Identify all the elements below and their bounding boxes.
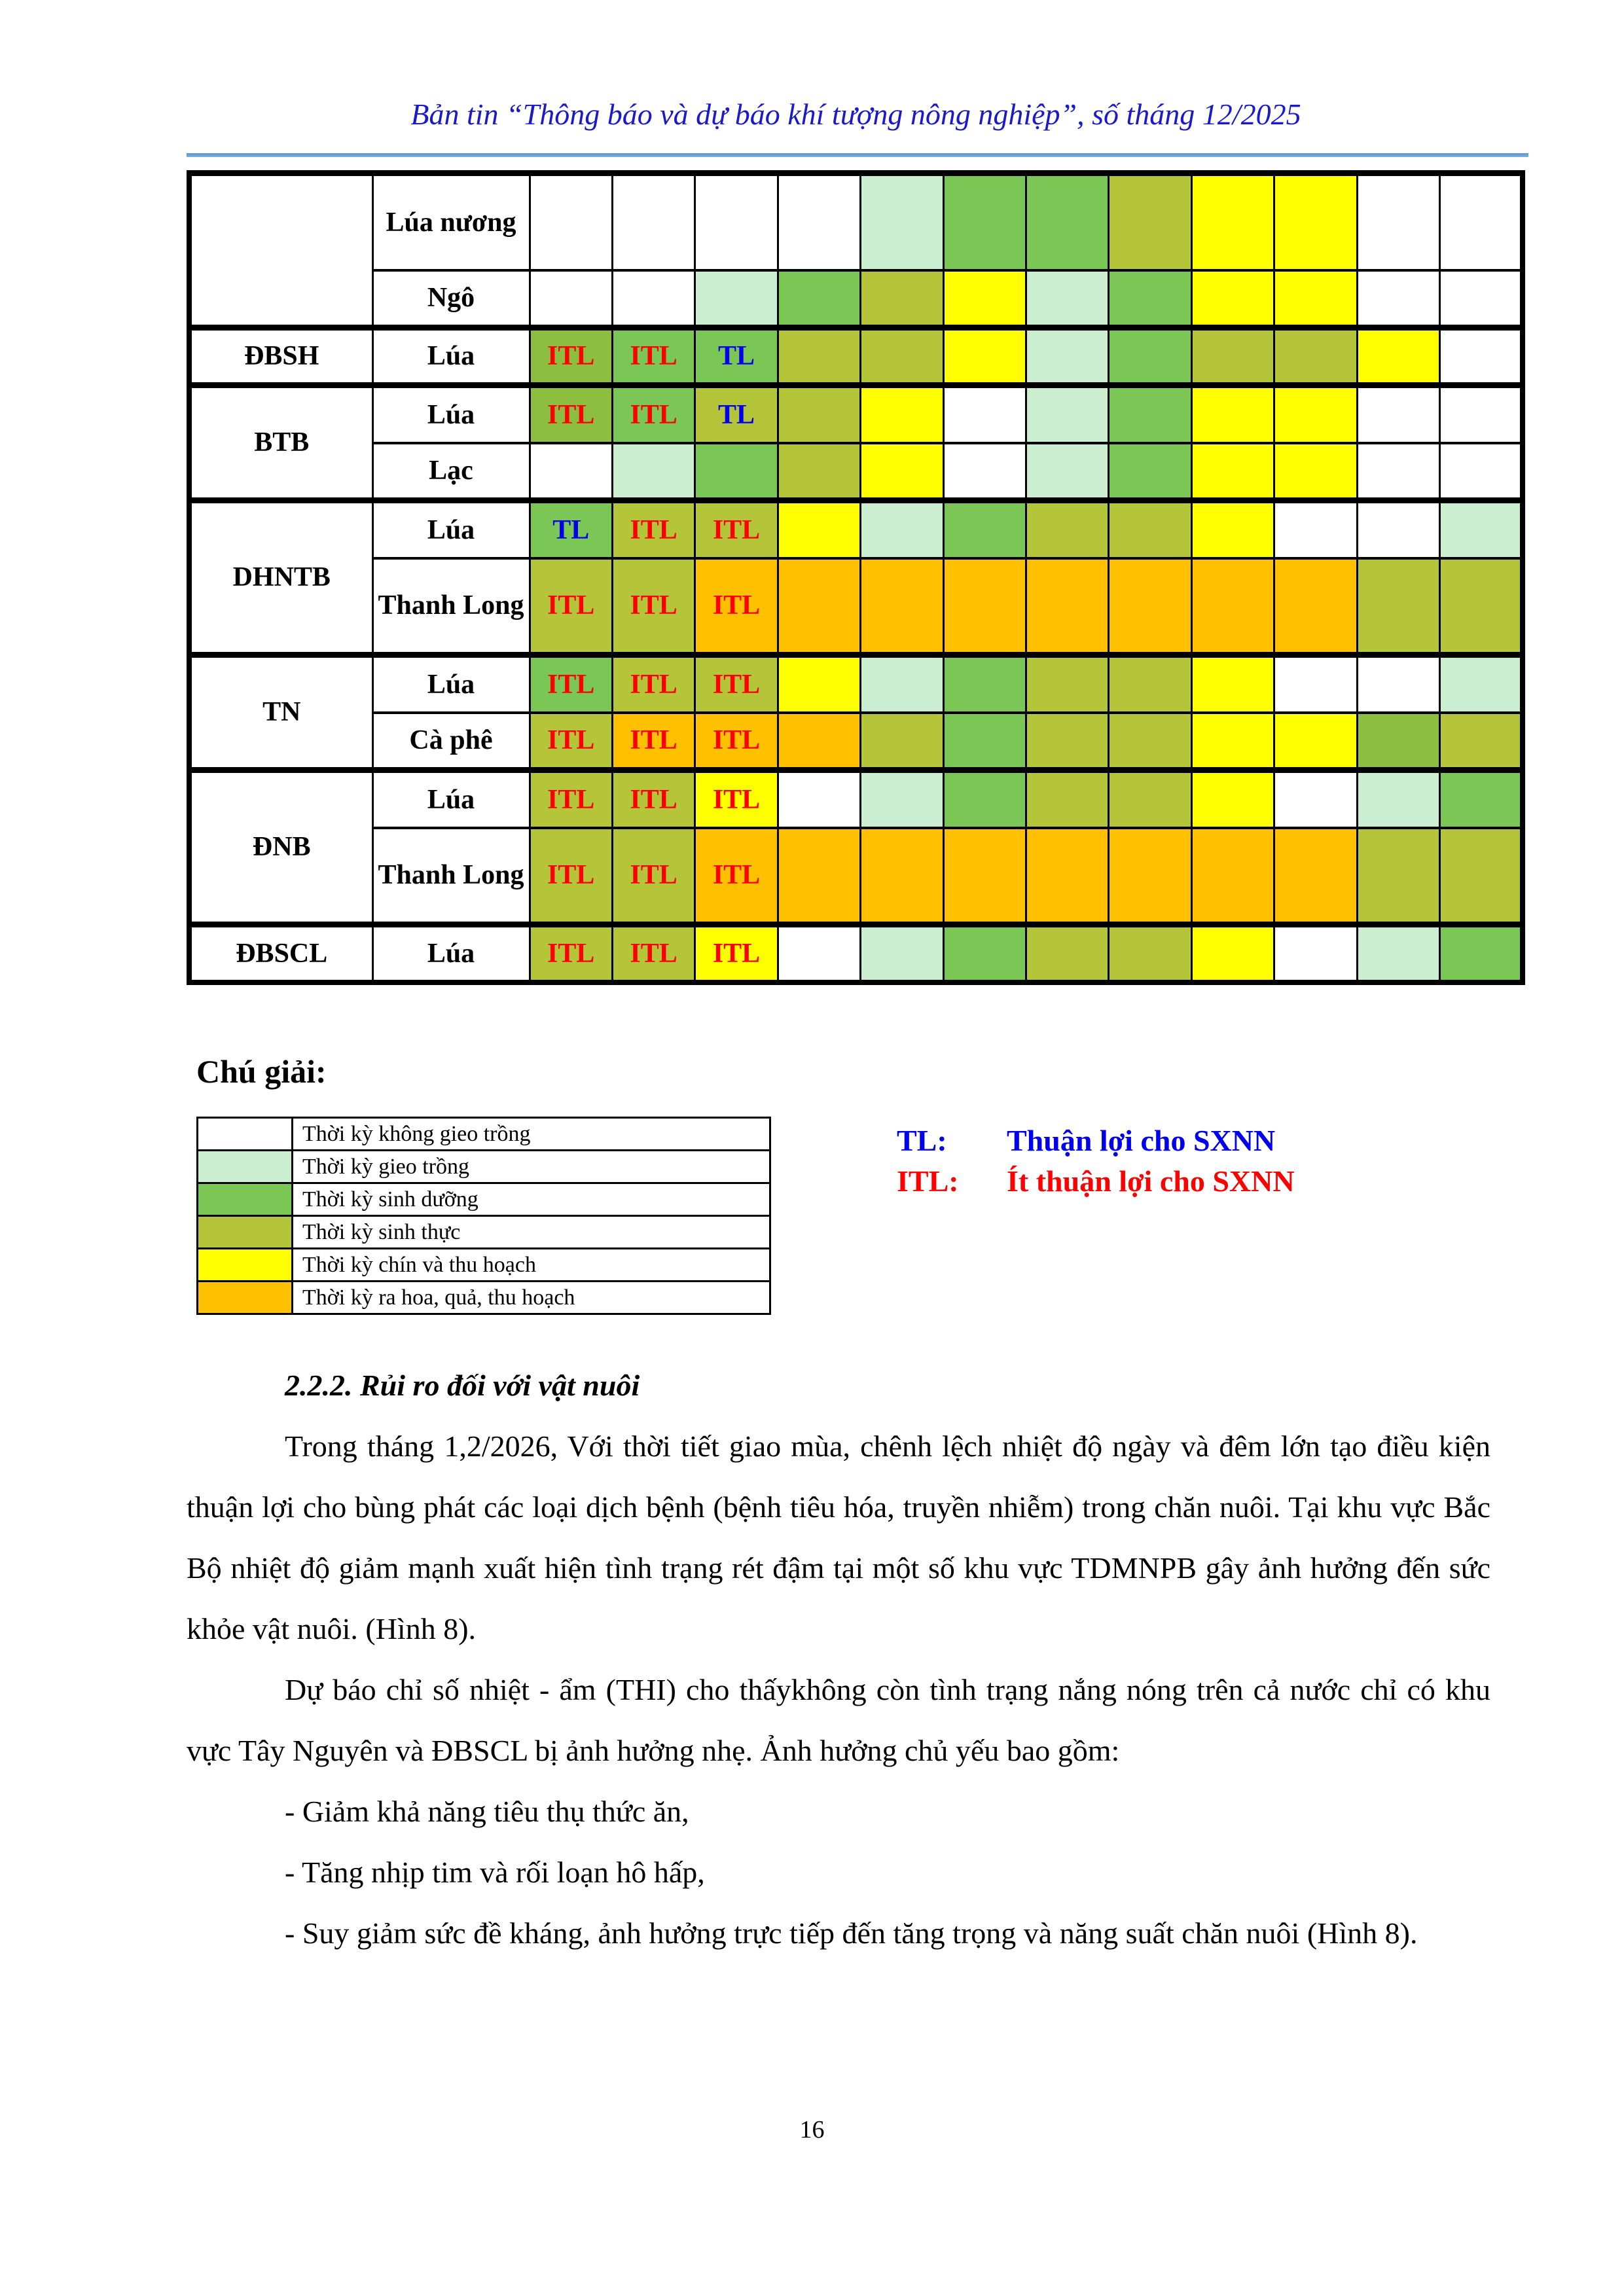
legend-swatch: [198, 1118, 293, 1151]
month-cell: [778, 501, 860, 558]
month-cell: [778, 713, 860, 770]
month-cell: [1191, 558, 1274, 655]
month-cell: [1439, 270, 1523, 328]
month-cell: [1439, 770, 1523, 828]
month-cell: [695, 173, 778, 270]
month-cell: [530, 270, 612, 328]
body-text: [187, 1355, 1490, 1964]
crop-row: [189, 328, 1523, 386]
month-cell: [1109, 713, 1191, 770]
crop-label: Lúa: [372, 655, 530, 713]
month-cell: [778, 558, 860, 655]
suitability-cell: ITL: [530, 713, 612, 770]
month-cell: [861, 386, 943, 443]
region-label: ĐBSCL: [189, 925, 372, 982]
month-cell: [1191, 925, 1274, 982]
bullet-item: - Giảm khả năng tiêu thụ thức ăn,: [285, 1795, 689, 1828]
month-cell: [1357, 713, 1439, 770]
crop-calendar-table: [187, 170, 1525, 985]
crop-label: Lúa: [372, 328, 530, 386]
month-cell: [1439, 501, 1523, 558]
crop-row: [189, 925, 1523, 982]
month-cell: [1357, 828, 1439, 925]
legend-row: [198, 1249, 770, 1282]
crop-row: [189, 655, 1523, 713]
suitability-cell: ITL: [612, 386, 695, 443]
month-cell: [1274, 558, 1357, 655]
itl-abbr: ITL:: [897, 1164, 959, 1198]
region-label: TN: [189, 655, 372, 770]
month-cell: [943, 770, 1026, 828]
month-cell: [943, 443, 1026, 501]
section-heading: 2.2.2. Rủi ro đối với vật nuôi: [285, 1369, 640, 1402]
month-cell: [1439, 173, 1523, 270]
month-cell: [1274, 173, 1357, 270]
month-cell: [861, 443, 943, 501]
legend-title: Chú giải:: [196, 1053, 327, 1090]
month-cell: [1026, 270, 1108, 328]
month-cell: [1357, 558, 1439, 655]
month-cell: [1439, 713, 1523, 770]
month-cell: [1026, 925, 1108, 982]
month-cell: [861, 501, 943, 558]
month-cell: [861, 713, 943, 770]
month-cell: [1026, 501, 1108, 558]
month-cell: [778, 270, 860, 328]
month-cell: [943, 386, 1026, 443]
legend-table: [196, 1117, 771, 1315]
month-cell: [1274, 925, 1357, 982]
suitability-cell: ITL: [695, 558, 778, 655]
month-cell: [1274, 270, 1357, 328]
crop-row: [189, 386, 1523, 443]
month-cell: [861, 328, 943, 386]
suitability-cell: ITL: [612, 925, 695, 982]
legend-label: Thời kỳ không gieo trồng: [293, 1118, 770, 1151]
month-cell: [778, 443, 860, 501]
month-cell: [1109, 925, 1191, 982]
suitability-cell: ITL: [695, 713, 778, 770]
month-cell: [1191, 828, 1274, 925]
legend-row: [198, 1151, 770, 1183]
month-cell: [861, 173, 943, 270]
month-cell: [612, 443, 695, 501]
tl-text: Thuận lợi cho SXNN: [1007, 1124, 1276, 1157]
bullet-item: - Suy giảm sức đề kháng, ảnh hưởng trực tiếp đến tăng trọng và năng suất chăn nuôi (Hình 8).: [285, 1916, 1418, 1950]
month-cell: [530, 173, 612, 270]
legend-label: Thời kỳ sinh thực: [293, 1216, 770, 1249]
month-cell: [1109, 558, 1191, 655]
suitability-cell: ITL: [612, 828, 695, 925]
suitability-cell: ITL: [530, 655, 612, 713]
month-cell: [1109, 173, 1191, 270]
month-cell: [1357, 770, 1439, 828]
month-cell: [1109, 443, 1191, 501]
month-cell: [943, 925, 1026, 982]
legend-row: [198, 1282, 770, 1314]
month-cell: [1026, 828, 1108, 925]
month-cell: [1109, 501, 1191, 558]
crop-row: [189, 501, 1523, 558]
month-cell: [1274, 328, 1357, 386]
suitability-cell: ITL: [695, 501, 778, 558]
suitability-cell: TL: [530, 501, 612, 558]
month-cell: [1191, 328, 1274, 386]
month-cell: [1274, 655, 1357, 713]
month-cell: [943, 828, 1026, 925]
paragraph-2: Dự báo chỉ số nhiệt - ẩm (THI) cho thấykhông còn tình trạng nắng nóng trên cả nước chỉ có khu vực Tây Nguyên và ĐBSCL bị ảnh hưởng nhẹ. Ảnh hưởng chủ yếu bao gồm:: [187, 1673, 1490, 1767]
bullet-item: - Tăng nhịp tim và rối loạn hô hấp,: [285, 1856, 705, 1889]
month-cell: [1026, 770, 1108, 828]
month-cell: [1439, 828, 1523, 925]
month-cell: [1357, 655, 1439, 713]
crop-row: [189, 173, 1523, 270]
suitability-cell: ITL: [695, 925, 778, 982]
month-cell: [1439, 558, 1523, 655]
legend-swatch: [198, 1151, 293, 1183]
legend-swatch: [198, 1216, 293, 1249]
month-cell: [943, 558, 1026, 655]
month-cell: [1026, 386, 1108, 443]
suitability-cell: ITL: [530, 828, 612, 925]
suitability-cell: ITL: [612, 713, 695, 770]
month-cell: [1439, 386, 1523, 443]
month-cell: [861, 770, 943, 828]
month-cell: [1357, 173, 1439, 270]
suitability-cell: ITL: [695, 828, 778, 925]
legend-row: [198, 1216, 770, 1249]
crop-row: [189, 558, 1523, 655]
month-cell: [1109, 270, 1191, 328]
paragraph-1: Trong tháng 1,2/2026, Với thời tiết giao mùa, chênh lệch nhiệt độ ngày và đêm lớn tạo điều kiện thuận lợi cho bùng phát các loại dịch bệnh (bệnh tiêu hóa, truyền nhiễm) trong chăn nuôi. Tại khu vực Bắc Bộ nhiệt độ giảm mạnh xuất hiện tình trạng rét đậm tại một số khu vực TDMNPB gây ảnh hưởng đến sức khỏe vật nuôi. (Hình 8).: [187, 1429, 1490, 1645]
suitability-cell: ITL: [530, 328, 612, 386]
suitability-cell: ITL: [530, 386, 612, 443]
crop-label: Lúa nương: [372, 173, 530, 270]
itl-text: Ít thuận lợi cho SXNN: [1007, 1164, 1295, 1198]
legend-label: Thời kỳ sinh dưỡng: [293, 1183, 770, 1216]
month-cell: [1357, 501, 1439, 558]
month-cell: [695, 270, 778, 328]
month-cell: [1026, 443, 1108, 501]
month-cell: [943, 501, 1026, 558]
month-cell: [1439, 925, 1523, 982]
month-cell: [1191, 386, 1274, 443]
month-cell: [1109, 828, 1191, 925]
legend-label: Thời kỳ gieo trồng: [293, 1151, 770, 1183]
suitability-cell: ITL: [612, 655, 695, 713]
month-cell: [1274, 828, 1357, 925]
suitability-cell: ITL: [530, 925, 612, 982]
month-cell: [1357, 386, 1439, 443]
month-cell: [778, 770, 860, 828]
month-cell: [1026, 655, 1108, 713]
month-cell: [1357, 270, 1439, 328]
month-cell: [943, 713, 1026, 770]
suitability-cell: ITL: [695, 655, 778, 713]
month-cell: [861, 828, 943, 925]
month-cell: [612, 270, 695, 328]
month-cell: [612, 173, 695, 270]
crop-row: [189, 713, 1523, 770]
month-cell: [1191, 770, 1274, 828]
month-cell: [861, 655, 943, 713]
note-tl: [897, 1121, 1295, 1161]
month-cell: [1357, 925, 1439, 982]
region-label: ĐNB: [189, 770, 372, 925]
month-cell: [530, 443, 612, 501]
month-cell: [943, 655, 1026, 713]
region-label: BTB: [189, 386, 372, 501]
crop-row: [189, 443, 1523, 501]
region-label: DHNTB: [189, 501, 372, 655]
crop-label: Lúa: [372, 770, 530, 828]
month-cell: [1109, 770, 1191, 828]
suitability-cell: ITL: [530, 558, 612, 655]
month-cell: [778, 173, 860, 270]
month-cell: [1026, 328, 1108, 386]
crop-label: Lúa: [372, 925, 530, 982]
month-cell: [1109, 655, 1191, 713]
month-cell: [1274, 443, 1357, 501]
month-cell: [1109, 386, 1191, 443]
crop-label: Lạc: [372, 443, 530, 501]
crop-label: Lúa: [372, 386, 530, 443]
month-cell: [1357, 443, 1439, 501]
legend-label: Thời kỳ ra hoa, quả, thu hoạch: [293, 1282, 770, 1314]
note-itl: [897, 1161, 1295, 1202]
crop-row: [189, 270, 1523, 328]
month-cell: [1274, 386, 1357, 443]
month-cell: [1026, 558, 1108, 655]
month-cell: [861, 925, 943, 982]
tl-abbr: TL:: [897, 1124, 947, 1157]
month-cell: [861, 558, 943, 655]
suitability-cell: ITL: [530, 770, 612, 828]
month-cell: [1191, 655, 1274, 713]
month-cell: [1191, 501, 1274, 558]
month-cell: [943, 270, 1026, 328]
legend-label: Thời kỳ chín và thu hoạch: [293, 1249, 770, 1282]
suitability-cell: ITL: [695, 770, 778, 828]
suitability-cell: ITL: [612, 558, 695, 655]
month-cell: [1357, 328, 1439, 386]
month-cell: [1191, 270, 1274, 328]
month-cell: [1026, 173, 1108, 270]
month-cell: [1109, 328, 1191, 386]
crop-row: [189, 828, 1523, 925]
month-cell: [1439, 328, 1523, 386]
legend-row: [198, 1118, 770, 1151]
legend-row: [198, 1183, 770, 1216]
crop-row: [189, 770, 1523, 828]
month-cell: [1439, 443, 1523, 501]
region-label: ĐBSH: [189, 328, 372, 386]
legend-swatch: [198, 1183, 293, 1216]
month-cell: [861, 270, 943, 328]
suitability-cell: TL: [695, 386, 778, 443]
month-cell: [1274, 713, 1357, 770]
region-label: [189, 173, 372, 328]
month-cell: [1191, 713, 1274, 770]
crop-label: Lúa: [372, 501, 530, 558]
crop-label: Thanh Long: [372, 828, 530, 925]
crop-label: Ngô: [372, 270, 530, 328]
month-cell: [1274, 501, 1357, 558]
crop-label: Thanh Long: [372, 558, 530, 655]
suitability-cell: ITL: [612, 770, 695, 828]
month-cell: [943, 328, 1026, 386]
suitability-cell: ITL: [612, 328, 695, 386]
month-cell: [1191, 173, 1274, 270]
suitability-cell: ITL: [612, 501, 695, 558]
page-number: 16: [799, 2116, 825, 2144]
month-cell: [1026, 713, 1108, 770]
legend-swatch: [198, 1249, 293, 1282]
header-rule: [187, 153, 1528, 157]
month-cell: [778, 386, 860, 443]
bulletin-header-title: Bản tin “Thông báo và dự báo khí tượng nông nghiệp”, số tháng 12/2025: [410, 98, 1301, 131]
month-cell: [1191, 443, 1274, 501]
month-cell: [1274, 770, 1357, 828]
crop-label: Cà phê: [372, 713, 530, 770]
month-cell: [1439, 655, 1523, 713]
suitability-cell: TL: [695, 328, 778, 386]
month-cell: [778, 328, 860, 386]
month-cell: [778, 655, 860, 713]
month-cell: [778, 925, 860, 982]
legend-swatch: [198, 1282, 293, 1314]
month-cell: [943, 173, 1026, 270]
month-cell: [695, 443, 778, 501]
month-cell: [778, 828, 860, 925]
suitability-notes: [897, 1121, 1295, 1202]
